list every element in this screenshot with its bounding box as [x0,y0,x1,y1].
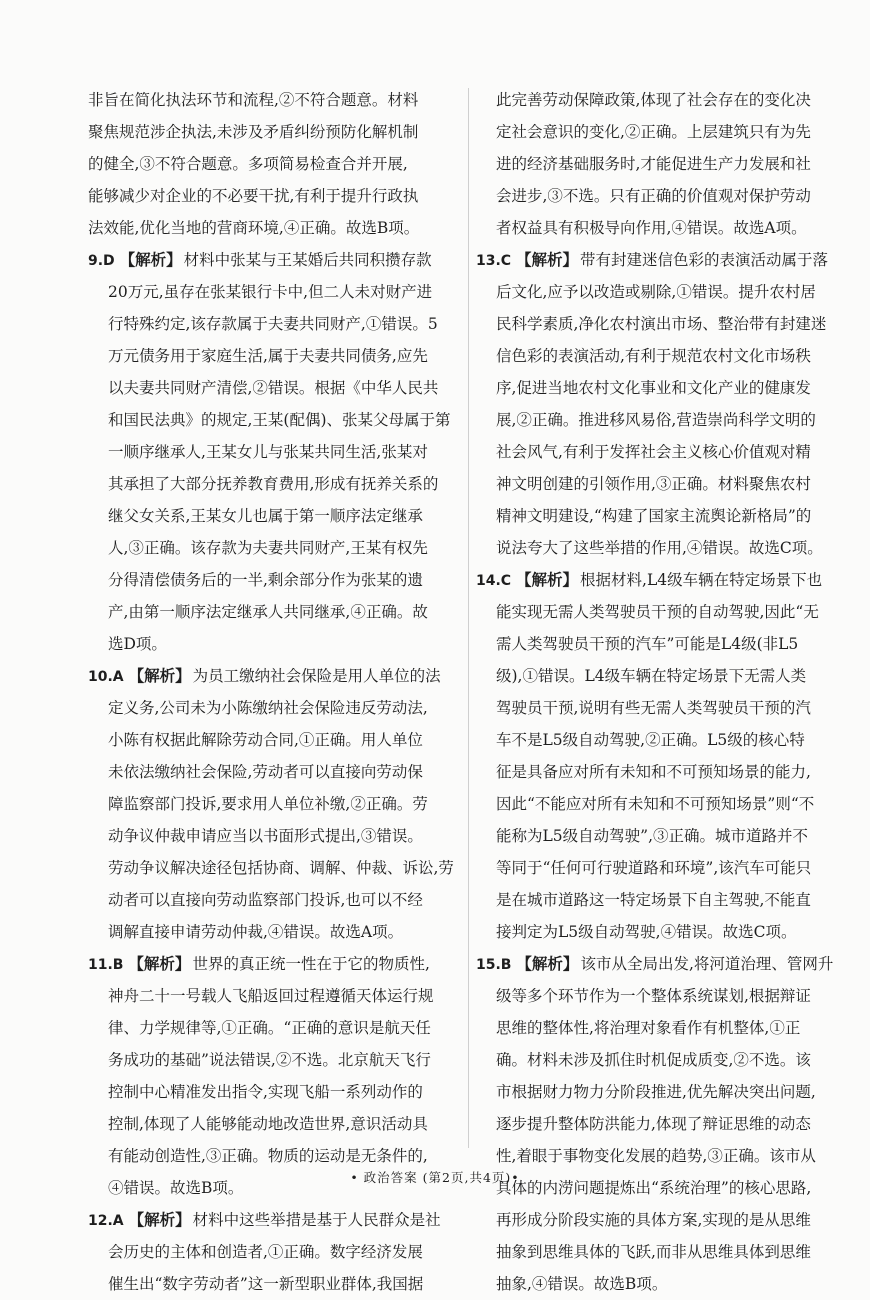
analysis-tag: 【解析】 [128,666,191,685]
text-line: 务成功的基础”说法错误,②不选。北京航天飞行 [108,1051,431,1069]
text-line: 定社会意识的变化,②正确。上层建筑只有为先 [496,123,811,141]
answer-number: 10.A [88,669,124,685]
text-line: 聚焦规范涉企执法,未涉及矛盾纠纷预防化解机制 [88,123,419,141]
text-line: 和国民法典》的规定,王某(配偶)、张某父母属于第 [108,411,451,429]
text-line: 具体的内涝问题提炼出“系统治理”的核心思路, [496,1179,812,1197]
text-line: 其承担了大部分抚养教育费用,形成有抚养关系的 [108,475,439,493]
question-line [88,1204,460,1236]
text-line: 产,由第一顺序法定继承人共同继承,④正确。故 [108,603,428,621]
line-text: 带有封建迷信色彩的表演活动属于落 [580,251,829,269]
text-line: 动争议仲裁申请应当以书面形式提出,③错误。 [108,827,423,845]
text-line: 需人类驾驶员干预的汽车”可能是L4级(非L5 [496,635,799,653]
answer-number: 12.A [88,1213,124,1229]
line-text: 材料中这些举措是基于人民群众是社 [192,1211,441,1229]
analysis-tag: 【解析】 [119,250,182,269]
text-line: 市根据财力物力分阶段推进,优先解决突出问题, [496,1083,816,1101]
text-line: 说法夸大了这些举措的作用,④错误。故选C项。 [496,539,823,557]
text-line: 法效能,优化当地的营商环境,④正确。故选B项。 [88,219,420,237]
text-line: 社会风气,有利于发挥社会主义核心价值观对精 [496,443,811,461]
analysis-tag: 【解析】 [128,1210,191,1229]
text-line: 控制,体现了人能够能动地改造世界,意识活动具 [108,1115,428,1133]
text-line: 进的经济基础服务时,才能促进生产力发展和社 [496,155,811,173]
text-line: 确。材料未涉及抓住时机促成质变,②不选。该 [496,1051,811,1069]
text-line: 选D项。 [108,635,167,653]
text-line: 劳动争议解决途径包括协商、调解、仲裁、诉讼,劳 [108,859,454,877]
text-line: 人,③正确。该存款为夫妻共同财产,王某有权先 [108,539,428,557]
text-line: 的健全,③不符合题意。多项简易检查合并开展, [88,155,408,173]
answer-number: 15.B [476,957,512,973]
text-line: 会进步,③不选。只有正确的价值观对保护劳动 [496,187,811,205]
text-line: 能够减少对企业的不必要干扰,有利于提升行政执 [88,187,419,205]
text-line: 神文明创建的引领作用,③正确。材料聚焦农村 [496,475,811,493]
text-line: 驾驶员干预,说明有些无需人类驾驶员干预的汽 [496,699,811,717]
analysis-tag: 【解析】 [128,954,191,973]
answer-number: 14.C [476,573,512,589]
text-line: 再形成分阶段实施的具体方案,实现的是从思维 [496,1211,811,1229]
column-divider [468,88,469,1148]
question-line [476,948,848,980]
line-text: 该市从全局出发,将河道治理、管网升 [580,955,834,973]
text-line: 级等多个环节作为一个整体系统谋划,根据辩证 [496,987,811,1005]
text-line: 调解直接申请劳动仲裁,④错误。故选A项。 [108,923,404,941]
text-line: 信色彩的表演活动,有利于规范农村文化市场秩 [496,347,811,365]
text-line: 律、力学规律等,①正确。“正确的意识是航天任 [108,1019,431,1037]
text-line: 等同于“任何可行驶道路和环境”,该汽车可能只 [496,859,812,877]
line-text: 世界的真正统一性在于它的物质性, [192,955,430,973]
text-line: 一顺序继承人,王某女儿与张某共同生活,张某对 [108,443,428,461]
analysis-tag: 【解析】 [516,570,579,589]
text-line: 性,着眼于事物变化发展的趋势,③正确。该市从 [496,1147,816,1165]
right-column [476,84,848,1300]
analysis-tag: 【解析】 [516,250,579,269]
text-line: 行特殊约定,该存款属于夫妻共同财产,①错误。5 [108,315,438,333]
text-line: 障监察部门投诉,要求用人单位补缴,②正确。劳 [108,795,428,813]
text-line: 能称为L5级自动驾驶”,③正确。城市道路并不 [496,827,809,845]
text-line: 后文化,应予以改造或剔除,①错误。提升农村居 [496,283,816,301]
text-line: 动者可以直接向劳动监察部门投诉,也可以不经 [108,891,423,909]
question-line [88,948,460,980]
text-line: 精神文明建设,“构建了国家主流舆论新格局”的 [496,507,812,525]
page-footer: • 政治答案 (第2页,共4页)• [350,1170,520,1185]
question-line [88,660,460,692]
text-line: 小陈有权据此解除劳动合同,①正确。用人单位 [108,731,423,749]
text-line: 催生出“数字劳动者”这一新型职业群体,我国据 [108,1275,424,1293]
text-line: 逐步提升整体防洪能力,体现了辩证思维的动态 [496,1115,811,1133]
line-text: 为员工缴纳社会保险是用人单位的法 [192,667,441,685]
text-line: ④错误。故选B项。 [108,1179,244,1197]
text-line: 此完善劳动保障政策,体现了社会存在的变化决 [496,91,811,109]
text-line: 抽象到思维具体的飞跃,而非从思维具体到思维 [496,1243,811,1261]
text-line: 展,②正确。推进移风易俗,营造崇尚科学文明的 [496,411,816,429]
question-line [476,564,848,596]
analysis-tag: 【解析】 [516,954,579,973]
text-line: 抽象,④错误。故选B项。 [496,1275,668,1293]
text-line: 控制中心精准发出指令,实现飞船一系列动作的 [108,1083,423,1101]
text-line: 民科学素质,净化农村演出市场、整治带有封建迷 [496,315,827,333]
question-line [476,244,848,276]
text-line: 思维的整体性,将治理对象看作有机整体,①正 [496,1019,801,1037]
text-line: 级),①错误。L4级车辆在特定场景下无需人类 [496,667,807,685]
question-line [88,244,460,276]
text-line: 是在城市道路这一特定场景下自主驾驶,不能直 [496,891,811,909]
text-line: 征是具备应对所有未知和不可预知场景的能力, [496,763,811,781]
text-line: 未依法缴纳社会保险,劳动者可以直接向劳动保 [108,763,423,781]
text-line: 以夫妻共同财产清偿,②错误。根据《中华人民共 [108,379,439,397]
text-line: 非旨在简化执法环节和流程,②不符合题意。材料 [88,91,419,109]
answer-number: 13.C [476,253,512,269]
text-line: 万元债务用于家庭生活,属于夫妻共同债务,应先 [108,347,428,365]
text-line: 因此“不能应对所有未知和不可预知场景”则“不 [496,795,815,813]
text-line: 会历史的主体和创造者,①正确。数字经济发展 [108,1243,423,1261]
text-line: 能实现无需人类驾驶员干预的自动驾驶,因此“无 [496,603,819,621]
text-line: 分得清偿债务后的一半,剩余部分作为张某的遗 [108,571,423,589]
text-line: 者权益具有积极导向作用,④错误。故选A项。 [496,219,807,237]
text-line: 继父女关系,王某女儿也属于第一顺序法定继承 [108,507,423,525]
text-line: 车不是L5级自动驾驶,②正确。L5级的核心特 [496,731,805,749]
answer-number: 11.B [88,957,124,973]
text-line: 接判定为L5级自动驾驶,④错误。故选C项。 [496,923,797,941]
line-text: 材料中张某与王某婚后共同积攒存款 [183,251,432,269]
line-text: 根据材料,L4级车辆在特定场景下也 [580,571,823,589]
answer-number: 9.D [88,253,115,269]
left-column [88,84,460,1300]
text-line: 20万元,虽存在张某银行卡中,但二人未对财产进 [108,283,433,301]
text-line: 定义务,公司未为小陈缴纳社会保险违反劳动法, [108,699,428,717]
text-line: 神舟二十一号载人飞船返回过程遵循天体运行规 [108,987,434,1005]
text-line: 序,促进当地农村文化事业和文化产业的健康发 [496,379,811,397]
text-line: 有能动创造性,③正确。物质的运动是无条件的, [108,1147,428,1165]
